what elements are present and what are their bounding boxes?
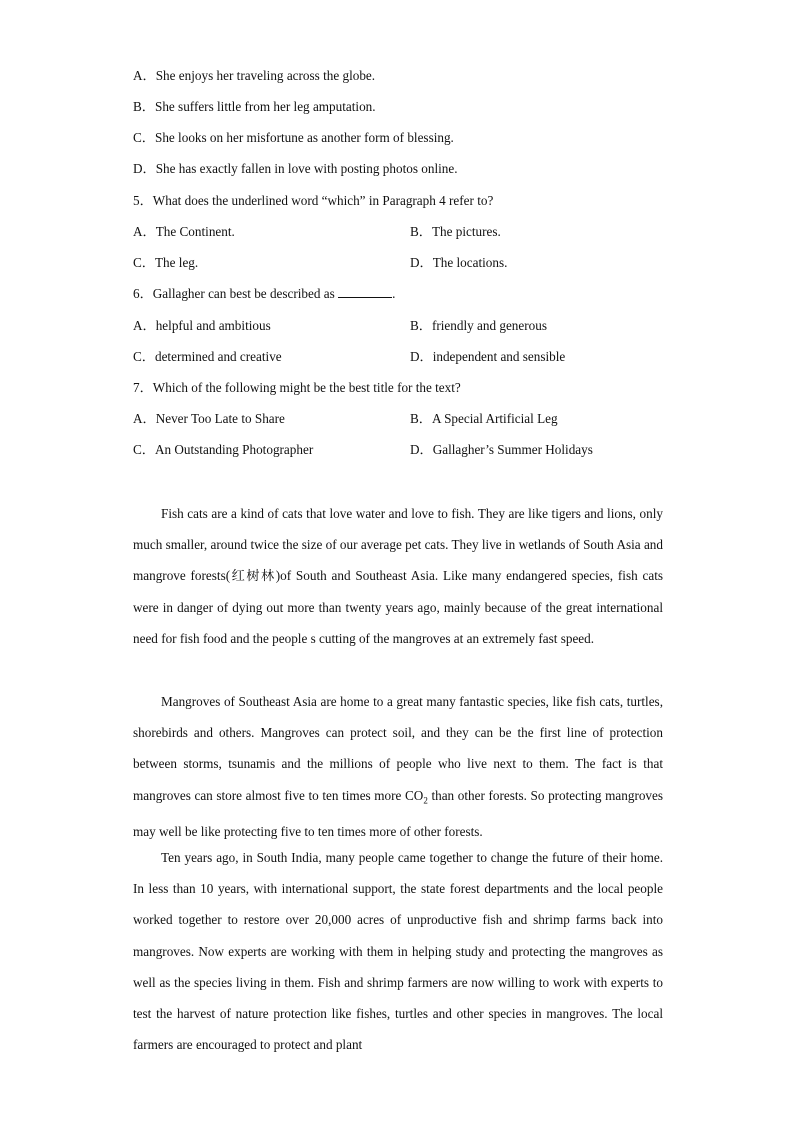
q5-option-c: C．The leg. bbox=[133, 255, 199, 270]
q4-option-c: C．She looks on her misfortune as another form of blessing. bbox=[133, 130, 454, 145]
answer-blank bbox=[338, 286, 392, 298]
q5-option-a: A．The Continent. bbox=[133, 224, 235, 239]
q7-option-c: C．An Outstanding Photographer bbox=[133, 442, 314, 457]
q7-option-b: B．A Special Artificial Leg bbox=[410, 411, 558, 426]
q4-option-d: D．She has exactly fallen in love with posting photos online. bbox=[133, 161, 458, 176]
q6-stem-suffix: . bbox=[392, 286, 396, 301]
p2-text-before: Mangroves of Southeast Asia are home to a great many fantastic species, like fish cats, turtles, shorebirds and others. Mangroves can protect soil, and they can be the first line of protection between storms, tsunamis and the millions of people who live next to them. The fact is that mangroves can store almost five to ten times more CO bbox=[133, 694, 663, 803]
q6-stem bbox=[133, 286, 395, 302]
q4-option-a: A．She enjoys her traveling across the globe. bbox=[133, 68, 376, 83]
q6-option-c: C．determined and creative bbox=[133, 349, 282, 364]
q7-option-d: D．Gallagher’s Summer Holidays bbox=[410, 442, 593, 457]
passage-paragraph-1: Fish cats are a kind of cats that love water and love to fish. They are like tigers and lions, only much smaller, around twice the size of our average pet cats. They live in wetlands of South Asia and mangrove forests(红树林)of South and Southeast Asia. Like many endangered species, fish cats were in danger of dying out more than twenty years ago, mainly because of the great international need for fish food and the people s cutting of the mangroves at an extremely fast speed. bbox=[133, 506, 663, 646]
passage-paragraph-3: Ten years ago, in South India, many people came together to change the future of their home. In less than 10 years, with international support, the state forest departments and the local people worked together to restore over 20,000 acres of unproductive fish and shrimp farms back into mangroves. Now experts are working with them in helping study and protecting the mangroves as well as the species living in them. Fish and shrimp farmers are now willing to work with experts to test the harvest of nature protection like fishes, turtles and other species in mangroves. The local farmers are encouraged to protect and plant bbox=[133, 850, 663, 1053]
p2-text-after: than other forests. So protecting mangroves may well be like protecting five to ten times more of other forests. bbox=[133, 787, 664, 840]
q5-stem: 5．What does the underlined word “which” in Paragraph 4 refer to? bbox=[133, 193, 494, 208]
passage-paragraph-2 bbox=[133, 686, 663, 848]
q7-option-a: A．Never Too Late to Share bbox=[133, 411, 285, 426]
q6-option-b: B．friendly and generous bbox=[410, 318, 547, 333]
q5-option-b: B．The pictures. bbox=[410, 224, 501, 239]
q6-option-a: A．helpful and ambitious bbox=[133, 318, 271, 333]
q5-option-d: D．The locations. bbox=[410, 255, 508, 270]
q6-option-d: D．independent and sensible bbox=[410, 349, 566, 364]
q4-option-b: B．She suffers little from her leg amputation. bbox=[133, 99, 376, 114]
q7-stem: 7．Which of the following might be the best title for the text? bbox=[133, 380, 461, 395]
q6-stem-text: 6．Gallagher can best be described as bbox=[133, 286, 335, 301]
co2-subscript: 2 bbox=[423, 795, 428, 806]
